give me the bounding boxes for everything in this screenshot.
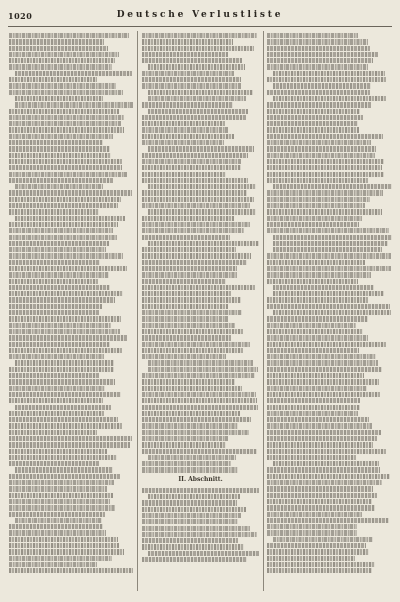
text-line: [267, 216, 362, 221]
text-line: [142, 461, 231, 466]
text-line: [142, 532, 257, 537]
text-line: [142, 526, 250, 531]
text-column-middle: [142, 33, 259, 593]
text-line: [142, 253, 251, 258]
text-line: [142, 266, 237, 271]
text-line: [267, 392, 380, 397]
text-line: [9, 524, 103, 529]
text-line: [9, 291, 123, 296]
text-line: [142, 405, 258, 410]
text-line: [273, 285, 374, 290]
text-line: [9, 77, 97, 82]
text-line: [9, 392, 121, 397]
text-line: [142, 297, 241, 302]
text-line: [273, 184, 392, 189]
text-line: [9, 33, 129, 38]
text-line: [267, 549, 369, 554]
text-line: [142, 83, 241, 88]
text-line: [273, 291, 384, 296]
text-line: [267, 77, 386, 82]
text-line: [9, 153, 111, 158]
page-number: 1020: [8, 11, 33, 21]
text-line: [142, 153, 248, 158]
text-line: [9, 203, 118, 208]
text-line: [148, 184, 256, 189]
text-line: [9, 455, 117, 460]
text-line: [148, 367, 258, 372]
text-line: [142, 272, 237, 277]
text-line: [142, 228, 244, 233]
text-line: [267, 109, 360, 114]
text-line: [142, 235, 230, 240]
text-line: [9, 46, 108, 51]
text-line: [267, 153, 375, 158]
text-line: [142, 329, 243, 334]
text-line: [267, 436, 377, 441]
text-line: [15, 360, 114, 365]
text-line: [142, 442, 226, 447]
text-line: [273, 310, 391, 315]
text-line: [142, 279, 226, 284]
text-line: [15, 96, 103, 101]
text-line: [148, 360, 253, 365]
text-line: [9, 247, 106, 252]
text-line: [9, 39, 104, 44]
text-line: [142, 354, 226, 359]
text-line: [9, 272, 109, 277]
text-line: [142, 140, 224, 145]
text-line: [267, 499, 372, 504]
text-line: [9, 316, 121, 321]
text-line: [148, 494, 240, 499]
text-line: [267, 543, 366, 548]
text-line: [9, 127, 124, 132]
text-line: [142, 310, 242, 315]
text-line: [267, 568, 372, 573]
text-line: [148, 455, 236, 460]
text-line: [148, 90, 253, 95]
text-line: [9, 266, 127, 271]
text-line: [142, 165, 241, 170]
text-line: [267, 493, 377, 498]
text-line: [142, 304, 228, 309]
text-line: [267, 524, 357, 529]
text-line: [9, 253, 123, 258]
text-line: [267, 197, 370, 202]
text-line: [15, 184, 103, 189]
text-line: [267, 64, 368, 69]
text-line: [9, 222, 118, 227]
text-line: [273, 247, 382, 252]
text-line: [9, 134, 113, 139]
text-line: [267, 449, 386, 454]
text-line: [142, 488, 259, 493]
text-line: [267, 329, 363, 334]
text-line: [9, 83, 116, 88]
text-line: [267, 279, 358, 284]
text-line: [9, 537, 118, 542]
column-divider: [137, 31, 138, 591]
text-line: [9, 367, 114, 372]
text-line: [267, 172, 384, 177]
text-line: [9, 543, 119, 548]
text-line: [267, 260, 365, 265]
text-line: [142, 342, 250, 347]
text-line: [267, 190, 383, 195]
text-line: [9, 197, 121, 202]
text-line: [267, 140, 371, 145]
text-line: [267, 386, 367, 391]
text-line: [267, 405, 360, 410]
text-line: [148, 146, 254, 151]
text-line: [9, 342, 110, 347]
text-line: [142, 417, 251, 422]
text-line: [9, 165, 122, 170]
text-line: [267, 430, 381, 435]
text-line: [267, 253, 391, 258]
text-line: [142, 247, 236, 252]
text-line: [9, 241, 109, 246]
text-line: [142, 178, 248, 183]
text-line: [267, 556, 355, 561]
text-line: [267, 272, 371, 277]
text-line: [9, 512, 105, 517]
text-line: [9, 140, 103, 145]
text-line: [148, 64, 245, 69]
text-line: [142, 159, 241, 164]
text-line: [142, 411, 240, 416]
text-line: [267, 134, 383, 139]
text-line: [267, 266, 391, 271]
text-line: [9, 373, 99, 378]
text-line: [142, 386, 242, 391]
text-line: [9, 386, 105, 391]
text-line: [9, 178, 113, 183]
text-line: [267, 360, 378, 365]
text-line: [142, 379, 235, 384]
text-line: [142, 102, 233, 107]
text-line: [267, 442, 373, 447]
text-line: [9, 530, 106, 535]
text-line: [267, 121, 358, 126]
text-line: [142, 52, 228, 57]
text-line: [142, 467, 238, 472]
text-line: [9, 449, 107, 454]
text-line: [9, 562, 97, 567]
text-line: [267, 228, 389, 233]
text-line: [273, 461, 379, 466]
text-line: [267, 518, 389, 523]
text-line: [142, 58, 242, 63]
section-heading: II. Abschnitt.: [178, 475, 223, 483]
text-line: [9, 260, 100, 265]
text-line: [15, 518, 102, 523]
text-line: [142, 39, 233, 44]
text-line: [9, 423, 122, 428]
text-line: [267, 354, 376, 359]
text-line: [142, 222, 250, 227]
text-line: [9, 549, 124, 554]
text-line: [267, 512, 362, 517]
column-divider: [263, 31, 264, 591]
text-line: [9, 228, 113, 233]
text-line: [142, 216, 234, 221]
text-line: [9, 568, 133, 573]
text-line: [148, 96, 246, 101]
text-line: [142, 436, 228, 441]
text-line: [267, 474, 390, 479]
text-line: [9, 499, 110, 504]
text-line: [267, 455, 356, 460]
text-line: [148, 109, 248, 114]
text-line: [142, 398, 257, 403]
text-line: [142, 291, 231, 296]
text-line: [142, 544, 244, 549]
text-line: [142, 538, 238, 543]
text-line: [267, 178, 368, 183]
text-line: [142, 77, 241, 82]
text-line: [142, 316, 228, 321]
text-line: [9, 486, 107, 491]
text-line: [9, 304, 102, 309]
text-line: [267, 115, 363, 120]
text-line: [273, 235, 392, 240]
text-line: [148, 551, 259, 556]
text-column-right: [267, 33, 392, 593]
text-line: [9, 109, 119, 114]
text-line: [267, 102, 371, 107]
text-line: [267, 530, 357, 535]
text-line: [267, 348, 359, 353]
text-line: [142, 190, 247, 195]
text-line: [9, 430, 97, 435]
text-line: [142, 500, 237, 505]
text-line: [273, 241, 388, 246]
text-line: [9, 115, 124, 120]
page-header: [8, 8, 392, 27]
text-line: [9, 190, 132, 195]
text-line: [15, 405, 111, 410]
text-line: [273, 71, 385, 76]
text-line: [9, 329, 120, 334]
text-line: [142, 323, 235, 328]
text-line: [142, 392, 256, 397]
text-line: [267, 480, 382, 485]
text-line: [9, 235, 117, 240]
text-line: [267, 222, 359, 227]
text-line: [9, 52, 119, 57]
text-line: [267, 335, 368, 340]
text-line: [9, 379, 115, 384]
text-line: [142, 507, 246, 512]
text-line: [9, 159, 122, 164]
text-line: [9, 297, 115, 302]
text-line: [9, 335, 127, 340]
text-line: [267, 90, 370, 95]
text-line: [9, 58, 115, 63]
text-line: [9, 417, 118, 422]
text-line: [142, 260, 247, 265]
text-line: [142, 172, 226, 177]
text-line: [267, 379, 379, 384]
text-line: [267, 165, 382, 170]
text-line: [267, 423, 372, 428]
text-line: [9, 556, 112, 561]
text-line: [9, 172, 127, 177]
text-line: [9, 209, 99, 214]
text-line: [267, 486, 373, 491]
text-line: [267, 33, 358, 38]
text-line: [9, 64, 112, 69]
text-line: [142, 557, 247, 562]
text-line: [142, 348, 243, 353]
text-line: [15, 216, 125, 221]
text-line: [142, 285, 255, 290]
text-line: [267, 58, 373, 63]
text-line: [142, 134, 234, 139]
text-line: [9, 90, 123, 95]
text-line: [15, 467, 113, 472]
text-line: [9, 411, 104, 416]
text-line: [9, 398, 103, 403]
text-line: [273, 96, 386, 101]
text-line: [142, 519, 238, 524]
text-line: [9, 505, 115, 510]
text-line: [267, 297, 368, 302]
text-line: [9, 436, 132, 441]
text-line: [267, 209, 382, 214]
text-line: [267, 127, 359, 132]
text-line: [148, 209, 256, 214]
text-line: [267, 562, 375, 567]
text-line: [142, 46, 254, 51]
text-line: [142, 33, 257, 38]
text-line: [148, 241, 259, 246]
text-line: [142, 121, 225, 126]
text-line: [142, 71, 234, 76]
text-line: [9, 146, 110, 151]
text-line: [142, 335, 231, 340]
text-line: [9, 121, 121, 126]
text-line: [142, 127, 228, 132]
page-title: Deutsche Verlustliste: [116, 10, 284, 20]
text-line: [267, 316, 368, 321]
text-column-left: [9, 33, 133, 593]
text-line: [267, 146, 376, 151]
text-line: [267, 373, 364, 378]
text-line: [142, 203, 250, 208]
text-line: [9, 461, 99, 466]
text-line: [267, 39, 368, 44]
text-line: [9, 493, 113, 498]
text-line: [273, 537, 373, 542]
text-line: [273, 83, 371, 88]
text-line: [142, 430, 249, 435]
text-line: [15, 102, 133, 107]
text-line: [267, 505, 375, 510]
text-line: [9, 348, 122, 353]
text-line: [267, 342, 386, 347]
text-line: [9, 285, 110, 290]
text-line: [267, 203, 365, 208]
text-line: [267, 417, 369, 422]
text-line: [142, 449, 257, 454]
text-line: [267, 159, 384, 164]
text-line: [267, 323, 356, 328]
text-line: [9, 310, 99, 315]
text-line: [267, 467, 380, 472]
text-line: [142, 423, 238, 428]
text-line: [9, 354, 104, 359]
text-line: [267, 304, 390, 309]
text-line: [267, 46, 370, 51]
text-line: [9, 474, 120, 479]
text-line: [9, 279, 98, 284]
text-line: [9, 442, 130, 447]
text-line: [9, 323, 111, 328]
text-line: [142, 373, 255, 378]
text-line: [267, 411, 358, 416]
text-line: [142, 115, 246, 120]
text-line: [142, 513, 241, 518]
text-line: [267, 52, 378, 57]
text-line: [267, 367, 382, 372]
text-line: [267, 398, 360, 403]
text-line: [15, 71, 132, 76]
text-line: [142, 197, 254, 202]
text-line: [9, 480, 114, 485]
